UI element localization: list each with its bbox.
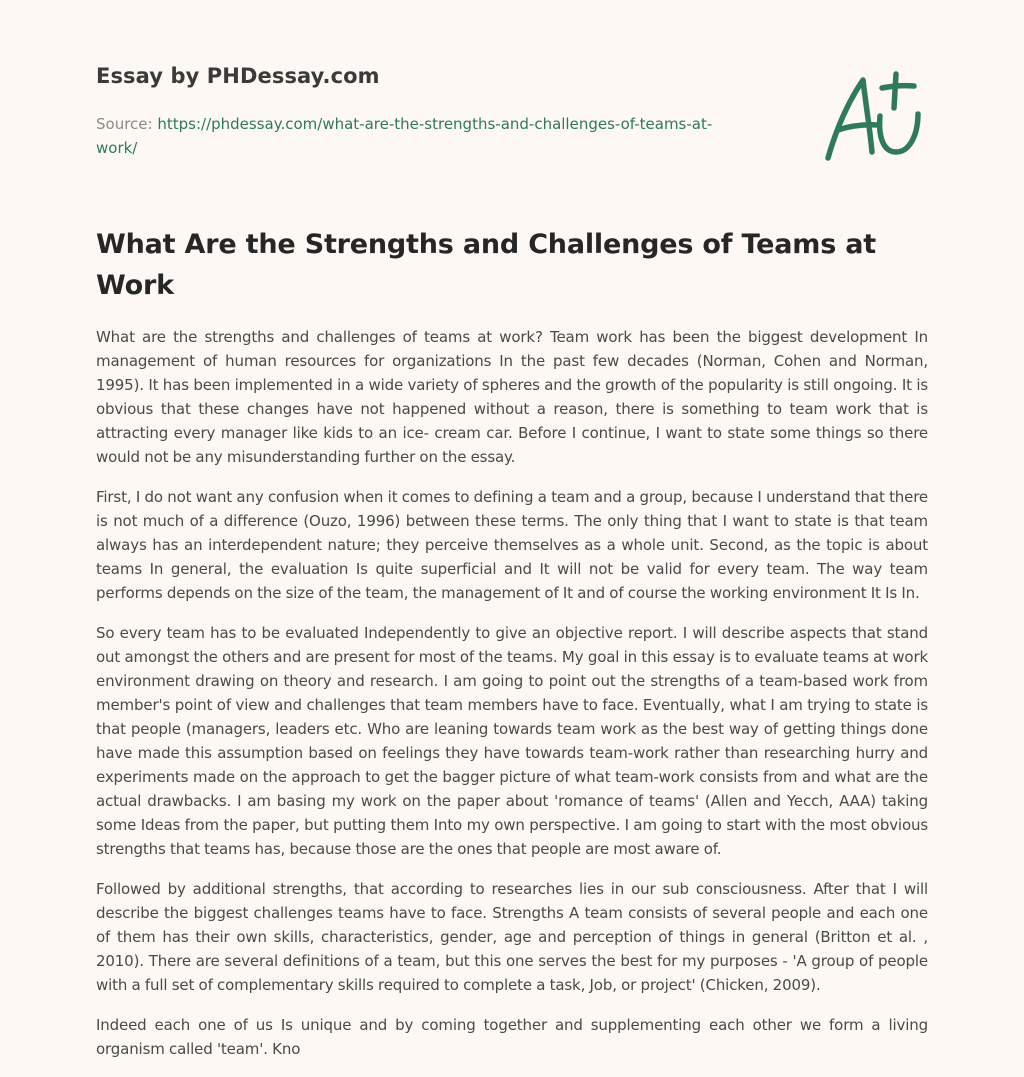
essay-paragraph: First, I do not want any confusion when it comes to defining a team and a group, because I understand that there is not much of a difference (Ouzo, 1996) between these terms. The only thing that I want to state is that team always has an interdependent nature; they perceive themselves as a whole unit. Second, as the topic is about teams In general, the evaluation Is quite superficial and It will not be valid for every team. The way team performs depends on the size of the team, the management of It and of course the working environment It Is In. [96, 488, 928, 602]
essay-body [96, 325, 928, 1077]
essay-paragraph: What are the strengths and challenges of teams at work? Team work has been the biggest development In management of human resources for organizations In the past few decades (Norman, Cohen and Norman, 1995). It has been implemented in a wide variety of spheres and the growth of the popularity is still ongoing. It is obvious that these changes have not happened without a reason, there is something to team work that is attracting every manager like kids to an ice- cream car. Before I continue, I want to state some things so there would not be any misunderstanding further on the essay. [96, 328, 928, 466]
essay-paragraph: Followed by additional strengths, that according to researches lies in our sub consciousness. After that I will describe the biggest challenges teams have to face. Strengths A team consists of several people and each one of them has their own skills, characteristics, gender, age and perception of things in general (Britton et al. , 2010). There are several definitions of a team, but this one serves the best for my purposes - 'A group of people with a full set of complementary skills required to complete a task, Job, or project' (Chicken, 2009). [96, 880, 928, 994]
source-link[interactable]: https://phdessay.com/what-are-the-strengths-and-challenges-of-teams-at-work/ [96, 115, 713, 157]
source-label: Source: [96, 115, 153, 133]
essay-paragraph: So every team has to be evaluated Independently to give an objective report. I will describe aspects that stand out amongst the others and are present for most of the teams. My goal in this essay is to evaluate teams at work environment drawing on theory and research. I am going to point out the strengths of a team-based work from member's point of view and challenges that team members have to face. Eventually, what I am trying to state is that people (managers, leaders etc. Who are leaning towards team work as the best way of getting things done have made this assumption based on feelings they have towards team-work rather than researching hurry and experiments made on the approach to get the bagger picture of what team-work consists from and what are the actual drawbacks. I am basing my work on the paper about 'romance of teams' (Allen and Yecch, AAA) taking some Ideas from the paper, but putting them Into my own perspective. I am going to start with the most obvious strengths that teams has, because those are the ones that people are most aware of. [96, 624, 928, 858]
a-plus-grade-icon [818, 68, 930, 166]
essay-paragraph: Indeed each one of us Is unique and by coming together and supplementing each other we form a living organism called 'team'. Kno [96, 1016, 928, 1058]
source-line [96, 112, 736, 160]
site-brand: Essay by PHDessay.com [96, 64, 380, 88]
essay-title: What Are the Strengths and Challenges of Teams at Work [96, 229, 876, 301]
